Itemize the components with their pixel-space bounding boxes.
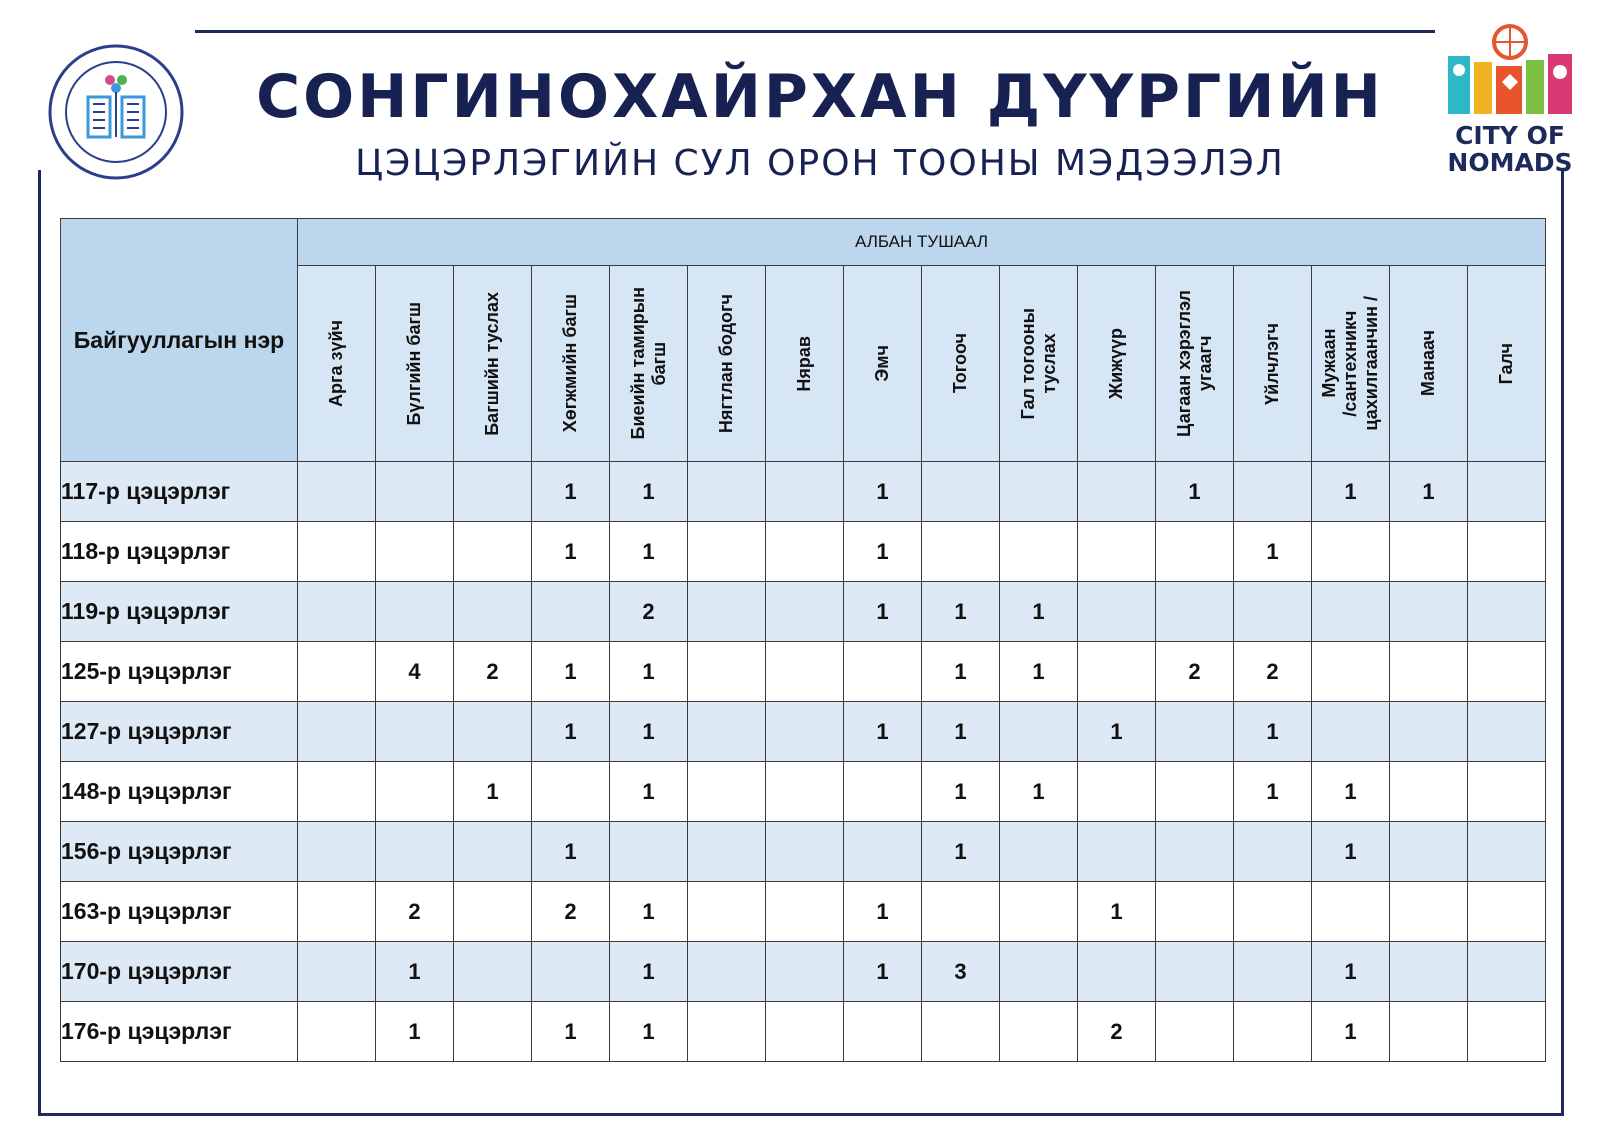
- position-header-label: Бүлгийн багш: [404, 301, 424, 426]
- vacancy-count-cell: [1156, 942, 1234, 1002]
- vacancy-count-cell: [766, 1002, 844, 1062]
- logo-line-2: NOMADS: [1447, 148, 1573, 177]
- vacancy-count-cell: 1: [532, 522, 610, 582]
- table-row: [61, 522, 1546, 582]
- vacancy-count-cell: [1156, 582, 1234, 642]
- org-name-cell: 163-р цэцэрлэг: [61, 882, 298, 942]
- vacancy-count-cell: [1234, 822, 1312, 882]
- vacancy-count-cell: [688, 522, 766, 582]
- vacancy-count-cell: [922, 1002, 1000, 1062]
- position-header: [532, 266, 610, 462]
- vacancy-count-cell: [1156, 882, 1234, 942]
- org-name-cell: 117-р цэцэрлэг: [61, 462, 298, 522]
- vacancy-count-cell: [1468, 882, 1546, 942]
- vacancy-count-cell: [766, 462, 844, 522]
- vacancy-count-cell: [1078, 762, 1156, 822]
- position-header: [1390, 266, 1468, 462]
- position-header: [298, 266, 376, 462]
- vacancy-count-cell: [610, 822, 688, 882]
- vacancy-count-cell: 1: [1234, 762, 1312, 822]
- vacancy-count-cell: [1390, 702, 1468, 762]
- vacancy-count-cell: [298, 882, 376, 942]
- table-row: [61, 762, 1546, 822]
- vacancy-count-cell: 1: [922, 642, 1000, 702]
- vacancy-count-cell: 1: [532, 642, 610, 702]
- vacancy-count-cell: [1468, 702, 1546, 762]
- vacancy-count-cell: 1: [1312, 762, 1390, 822]
- vacancy-count-cell: 2: [532, 882, 610, 942]
- vacancy-count-cell: [844, 642, 922, 702]
- table-row: [61, 582, 1546, 642]
- page-title: СОНГИНОХАЙРХАН ДҮҮРГИЙН: [256, 62, 1384, 132]
- position-header-label: Үйлчлэгч: [1262, 322, 1282, 405]
- vacancy-count-cell: [1156, 1002, 1234, 1062]
- vacancy-count-cell: [1078, 582, 1156, 642]
- vacancy-count-cell: 2: [1078, 1002, 1156, 1062]
- vacancy-count-cell: [454, 462, 532, 522]
- vacancy-count-cell: 1: [844, 702, 922, 762]
- vacancy-count-cell: 1: [1234, 702, 1312, 762]
- vacancy-count-cell: [1468, 822, 1546, 882]
- vacancy-count-cell: [1468, 582, 1546, 642]
- position-header-label: Галч: [1496, 342, 1516, 385]
- vacancy-count-cell: 1: [610, 762, 688, 822]
- vacancy-count-cell: 1: [610, 702, 688, 762]
- position-header: [1468, 266, 1546, 462]
- vacancy-count-cell: [298, 702, 376, 762]
- vacancy-count-cell: [1000, 1002, 1078, 1062]
- vacancy-count-cell: 1: [922, 582, 1000, 642]
- vacancy-count-cell: [1234, 582, 1312, 642]
- vacancy-count-cell: [922, 462, 1000, 522]
- frame-bottom-line: [38, 1113, 1564, 1116]
- vacancy-count-cell: 1: [532, 462, 610, 522]
- vacancy-count-cell: 1: [922, 822, 1000, 882]
- vacancy-count-cell: [532, 942, 610, 1002]
- org-name-cell: 125-р цэцэрлэг: [61, 642, 298, 702]
- vacancy-count-cell: [1468, 942, 1546, 1002]
- vacancy-count-cell: [922, 882, 1000, 942]
- vacancy-count-cell: 2: [1234, 642, 1312, 702]
- org-name-cell: 127-р цэцэрлэг: [61, 702, 298, 762]
- vacancy-count-cell: [1000, 462, 1078, 522]
- vacancy-count-cell: [922, 522, 1000, 582]
- vacancy-count-cell: [1390, 762, 1468, 822]
- vacancy-count-cell: 2: [376, 882, 454, 942]
- vacancy-count-cell: [1390, 822, 1468, 882]
- vacancy-count-cell: [298, 1002, 376, 1062]
- vacancy-count-cell: [688, 1002, 766, 1062]
- vacancy-count-cell: 1: [922, 762, 1000, 822]
- frame-top-line: [195, 30, 1435, 33]
- vacancy-count-cell: [688, 642, 766, 702]
- position-header: [922, 266, 1000, 462]
- position-header-label: Нягтлан бодогч: [716, 293, 736, 434]
- vacancy-count-cell: 1: [1000, 582, 1078, 642]
- vacancy-count-cell: 1: [1312, 1002, 1390, 1062]
- vacancy-count-cell: [1078, 522, 1156, 582]
- vacancy-count-cell: [1078, 942, 1156, 1002]
- vacancy-count-cell: 1: [376, 942, 454, 1002]
- vacancy-count-cell: 3: [922, 942, 1000, 1002]
- vacancy-count-cell: [454, 942, 532, 1002]
- vacancy-count-cell: [1000, 822, 1078, 882]
- vacancy-count-cell: [454, 882, 532, 942]
- table-row: [61, 822, 1546, 882]
- vacancy-rows: [61, 462, 1546, 1062]
- table-row: [61, 1002, 1546, 1062]
- vacancy-count-cell: 1: [610, 462, 688, 522]
- logo-line-1: CITY OF: [1455, 121, 1565, 150]
- vacancy-table: [60, 218, 1546, 1062]
- vacancy-count-cell: [298, 642, 376, 702]
- position-header: [844, 266, 922, 462]
- vacancy-count-cell: [298, 462, 376, 522]
- vacancy-count-cell: [1156, 702, 1234, 762]
- vacancy-count-cell: [766, 762, 844, 822]
- vacancy-count-cell: 1: [1078, 702, 1156, 762]
- vacancy-count-cell: 1: [844, 942, 922, 1002]
- table-row: [61, 642, 1546, 702]
- frame-left-line: [38, 170, 41, 1115]
- vacancy-count-cell: [844, 762, 922, 822]
- vacancy-count-cell: [298, 582, 376, 642]
- vacancy-count-cell: [1234, 1002, 1312, 1062]
- vacancy-count-cell: 1: [454, 762, 532, 822]
- vacancy-count-cell: [766, 522, 844, 582]
- position-header-label: Гал тогооны туслах: [1017, 307, 1059, 420]
- vacancy-count-cell: [1234, 882, 1312, 942]
- vacancy-count-cell: [1468, 1002, 1546, 1062]
- position-header-label: Эмч: [872, 345, 892, 382]
- vacancy-count-cell: [1000, 882, 1078, 942]
- position-header: [376, 266, 454, 462]
- vacancy-count-cell: [1390, 642, 1468, 702]
- vacancy-count-cell: [1156, 522, 1234, 582]
- org-name-cell: 176-р цэцэрлэг: [61, 1002, 298, 1062]
- vacancy-count-cell: [688, 702, 766, 762]
- vacancy-count-cell: 1: [1156, 462, 1234, 522]
- vacancy-count-cell: [688, 582, 766, 642]
- vacancy-count-cell: [298, 822, 376, 882]
- vacancy-count-cell: [454, 582, 532, 642]
- position-header-label: Тогооч: [950, 333, 970, 394]
- vacancy-count-cell: [1312, 702, 1390, 762]
- vacancy-count-cell: [766, 642, 844, 702]
- page-subtitle: ЦЭЦЭРЛЭГИЙН СУЛ ОРОН ТООНЫ МЭДЭЭЛЭЛ: [355, 143, 1285, 184]
- vacancy-count-cell: [376, 762, 454, 822]
- org-name-cell: 118-р цэцэрлэг: [61, 522, 298, 582]
- position-header-label: Хөгжмийн багш: [560, 294, 580, 433]
- vacancy-count-cell: 1: [610, 522, 688, 582]
- position-header: [1234, 266, 1312, 462]
- vacancy-count-cell: [688, 942, 766, 1002]
- vacancy-count-cell: 1: [610, 642, 688, 702]
- position-header-label: Цагаан хэрэглэл угаагч: [1173, 289, 1215, 438]
- vacancy-count-cell: [688, 462, 766, 522]
- vacancy-count-cell: [1078, 462, 1156, 522]
- vacancy-count-cell: [766, 882, 844, 942]
- vacancy-count-cell: [1078, 822, 1156, 882]
- vacancy-count-cell: [376, 702, 454, 762]
- org-name-cell: 170-р цэцэрлэг: [61, 942, 298, 1002]
- vacancy-count-cell: 1: [610, 1002, 688, 1062]
- vacancy-count-cell: 1: [1000, 762, 1078, 822]
- vacancy-count-cell: [298, 942, 376, 1002]
- vacancy-count-cell: [1156, 822, 1234, 882]
- vacancy-count-cell: [376, 462, 454, 522]
- vacancy-count-cell: [844, 822, 922, 882]
- vacancy-count-cell: 1: [610, 942, 688, 1002]
- position-header: [1312, 266, 1390, 462]
- vacancy-count-cell: 1: [922, 702, 1000, 762]
- vacancy-count-cell: 1: [1000, 642, 1078, 702]
- table-row: [61, 462, 1546, 522]
- vacancy-count-cell: [1234, 462, 1312, 522]
- vacancy-count-cell: [532, 762, 610, 822]
- frame-right-line: [1561, 170, 1564, 1115]
- vacancy-count-cell: 1: [844, 522, 922, 582]
- vacancy-count-cell: [766, 942, 844, 1002]
- vacancy-count-cell: [454, 1002, 532, 1062]
- vacancy-count-cell: [1390, 882, 1468, 942]
- vacancy-count-cell: 1: [1312, 462, 1390, 522]
- vacancy-count-cell: 2: [454, 642, 532, 702]
- vacancy-count-cell: [688, 822, 766, 882]
- vacancy-count-cell: 1: [844, 882, 922, 942]
- position-header-label: Багшийн туслах: [482, 291, 502, 436]
- vacancy-count-cell: [298, 522, 376, 582]
- position-header-label: Нярав: [794, 335, 814, 392]
- vacancy-count-cell: [1312, 582, 1390, 642]
- vacancy-count-cell: [1156, 762, 1234, 822]
- vacancy-count-cell: [1468, 762, 1546, 822]
- vacancy-count-cell: 1: [844, 582, 922, 642]
- vacancy-count-cell: [1390, 522, 1468, 582]
- vacancy-count-cell: [1000, 942, 1078, 1002]
- vacancy-count-cell: [1390, 1002, 1468, 1062]
- vacancy-count-cell: [1468, 462, 1546, 522]
- position-header-label: Арга зүйч: [326, 320, 346, 407]
- position-group-header: АЛБАН ТУШААЛ: [298, 219, 1546, 266]
- city-of-nomads-wordmark: [1440, 122, 1580, 176]
- vacancy-count-cell: 1: [610, 882, 688, 942]
- vacancy-count-cell: [376, 522, 454, 582]
- vacancy-count-cell: [1078, 642, 1156, 702]
- vacancy-count-cell: [1312, 522, 1390, 582]
- vacancy-count-cell: [454, 702, 532, 762]
- vacancy-count-cell: [454, 522, 532, 582]
- vacancy-count-cell: [766, 582, 844, 642]
- table-row: [61, 882, 1546, 942]
- position-header-label: Биеийн тамирын багш: [627, 287, 669, 440]
- vacancy-count-cell: 1: [844, 462, 922, 522]
- vacancy-count-cell: 1: [1078, 882, 1156, 942]
- vacancy-count-cell: [1234, 942, 1312, 1002]
- vacancy-count-cell: 1: [376, 1002, 454, 1062]
- vacancy-count-cell: 4: [376, 642, 454, 702]
- position-header-label: Мужаан /сантехникч цахилгаанчин /: [1319, 296, 1381, 431]
- vacancy-count-cell: [1000, 522, 1078, 582]
- vacancy-count-cell: 1: [532, 822, 610, 882]
- position-header: [688, 266, 766, 462]
- vacancy-count-cell: [1390, 942, 1468, 1002]
- vacancy-count-cell: 2: [1156, 642, 1234, 702]
- vacancy-count-cell: 1: [532, 702, 610, 762]
- vacancy-count-cell: 1: [1312, 942, 1390, 1002]
- education-department-logo: [38, 42, 198, 182]
- vacancy-count-cell: 1: [1234, 522, 1312, 582]
- position-header: [766, 266, 844, 462]
- vacancy-count-cell: [298, 762, 376, 822]
- position-header-label: Манаач: [1418, 330, 1438, 397]
- vacancy-count-cell: [1000, 702, 1078, 762]
- position-header: [454, 266, 532, 462]
- vacancy-count-cell: [1312, 642, 1390, 702]
- org-name-cell: 156-р цэцэрлэг: [61, 822, 298, 882]
- vacancy-count-cell: [766, 822, 844, 882]
- city-of-nomads-logo: [1440, 20, 1580, 180]
- org-name-cell: 148-р цэцэрлэг: [61, 762, 298, 822]
- vacancy-count-cell: [376, 822, 454, 882]
- vacancy-count-cell: [376, 582, 454, 642]
- org-name-header: Байгууллагын нэр: [61, 219, 298, 462]
- position-header: [610, 266, 688, 462]
- table-row: [61, 702, 1546, 762]
- position-header: [1000, 266, 1078, 462]
- position-header: [1156, 266, 1234, 462]
- vacancy-count-cell: [532, 582, 610, 642]
- vacancy-count-cell: [1468, 522, 1546, 582]
- vacancy-count-cell: [1390, 582, 1468, 642]
- org-name-cell: 119-р цэцэрлэг: [61, 582, 298, 642]
- position-header-label: Жижүүр: [1106, 327, 1126, 400]
- vacancy-count-cell: [454, 822, 532, 882]
- vacancy-count-cell: [844, 1002, 922, 1062]
- position-header: [1078, 266, 1156, 462]
- vacancy-count-cell: 1: [532, 1002, 610, 1062]
- table-row: [61, 942, 1546, 1002]
- vacancy-count-cell: 2: [610, 582, 688, 642]
- vacancy-count-cell: 1: [1312, 822, 1390, 882]
- vacancy-count-cell: [1312, 882, 1390, 942]
- vacancy-count-cell: [688, 882, 766, 942]
- vacancy-count-cell: [1468, 642, 1546, 702]
- vacancy-count-cell: [688, 762, 766, 822]
- vacancy-count-cell: 1: [1390, 462, 1468, 522]
- vacancy-count-cell: [766, 702, 844, 762]
